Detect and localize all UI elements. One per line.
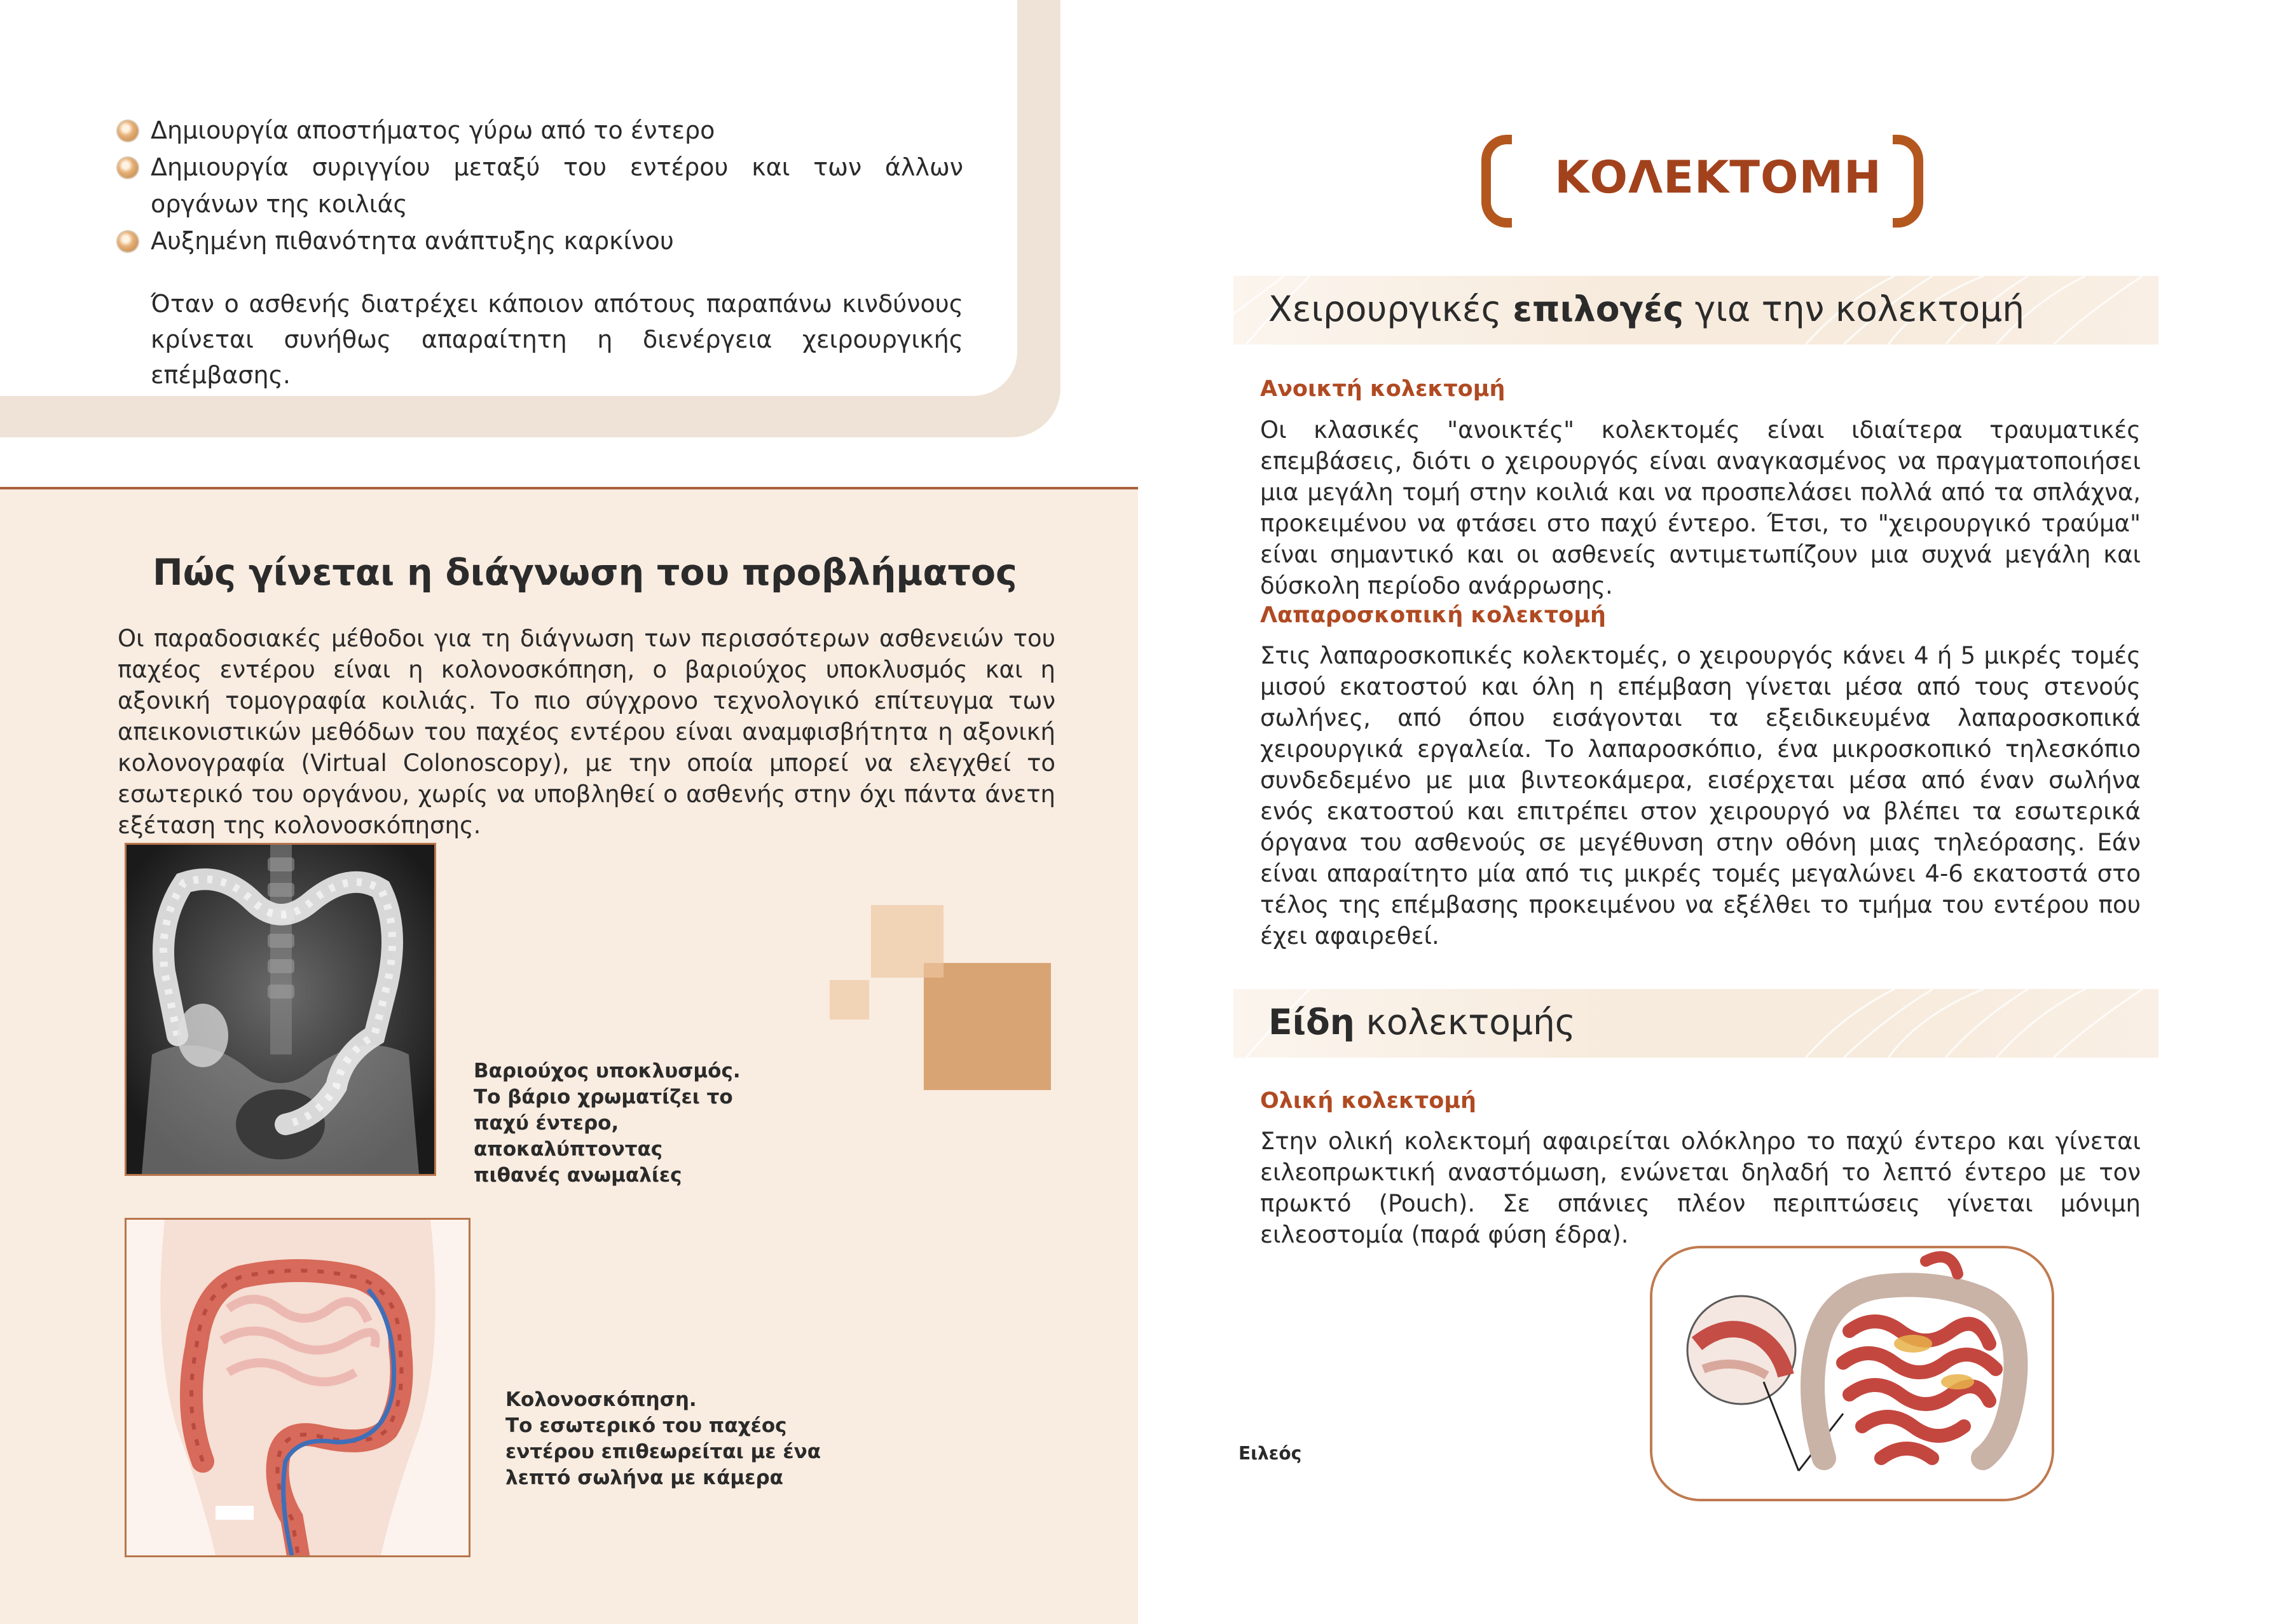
risk-note: Όταν ο ασθενής διατρέχει κάποιον απότους παραπάνω κινδύνους κρίνεται συνήθως απαραίτητη η διενέργεια χειρουργικής επέμβασης. bbox=[151, 290, 963, 389]
types-banner bbox=[1233, 989, 2158, 1058]
colonoscopy-image bbox=[125, 1218, 470, 1557]
colonoscopy-illustration bbox=[127, 1220, 469, 1555]
list-item-text: Αυξημένη πιθανότητα ανάπτυξης καρκίνου bbox=[151, 227, 674, 255]
heading-emphasis: επιλογές bbox=[1513, 289, 1684, 329]
list-item bbox=[118, 112, 963, 149]
top-card bbox=[0, 0, 1017, 396]
heading-part: για την κολεκτομή bbox=[1684, 289, 2025, 329]
intestine-drawing bbox=[1652, 1248, 2052, 1499]
caption-line: εντέρου επιθεωρείται με ένα bbox=[505, 1440, 821, 1463]
xray-caption bbox=[474, 1058, 804, 1189]
laparoscopic-colectomy-heading: Λαπαροσκοπική κολεκτομή bbox=[1260, 603, 1606, 628]
options-banner bbox=[1233, 276, 2158, 345]
caption-line: Το εσωτερικό του παχέος bbox=[505, 1414, 787, 1437]
decorative-square bbox=[924, 963, 943, 978]
caption-line: Κολονοσκόπηση. bbox=[505, 1388, 697, 1411]
risk-list bbox=[118, 112, 963, 259]
caption-line: Το βάριο χρωματίζει το bbox=[474, 1086, 733, 1109]
bullet-icon bbox=[118, 158, 138, 178]
colon-drawing bbox=[127, 1220, 469, 1555]
caption-line: παχύ έντερο, αποκαλύπτοντας bbox=[474, 1112, 663, 1161]
diagnosis-section bbox=[0, 489, 1138, 1624]
left-bracket-ornament bbox=[1481, 135, 1512, 228]
title-part: του προβλήματος bbox=[644, 552, 1017, 594]
list-item bbox=[118, 149, 963, 222]
caption-line: πιθανές ανωμαλίες bbox=[474, 1164, 682, 1187]
right-bracket-ornament bbox=[1893, 135, 1923, 228]
page-title: ΚΟΛΕΚΤΟΜΗ bbox=[1554, 151, 1882, 203]
list-item-text: Δημιουργία αποστήματος γύρω από το έντερο bbox=[151, 116, 715, 144]
title-part: Πώς γίνεται η bbox=[153, 552, 446, 594]
heading-emphasis: Είδη bbox=[1268, 1002, 1355, 1042]
caption-line: Βαριούχος υποκλυσμός. bbox=[474, 1060, 741, 1082]
heading-part: κολεκτομής bbox=[1354, 1002, 1576, 1042]
bullet-icon bbox=[118, 231, 138, 252]
types-heading bbox=[1268, 1002, 1575, 1042]
open-colectomy-text: Οι κλασικές "ανοικτές" κολεκτομές είναι ιδιαίτερα τραυματικές επεμβάσεις, διότι ο χειρουργός είναι αναγκασμένος να πραγματοποιήσει μια μεγάλη τομή στην κοιλιά και να προσπελάσει πολλά από τα σπλάχνα, προκειμένου να φτάσει στο παχύ έντερο. Έτσι, το "χειρουργικό τραύμα" είναι σημαντικό και οι ασθενείς αντιμετωπίζουν μια συχνά μεγάλη και δύσκολη περίοδο ανάρρωσης. bbox=[1260, 416, 2141, 599]
colonoscopy-caption bbox=[505, 1387, 836, 1491]
decorative-square bbox=[924, 963, 1051, 1090]
intestine-illustration bbox=[1650, 1246, 2054, 1501]
caption-line: λεπτό σωλήνα με κάμερα bbox=[505, 1466, 783, 1489]
ileus-label: Ειλεός bbox=[1238, 1443, 1302, 1464]
heading-part: Χειρουργικές bbox=[1268, 289, 1513, 329]
xray-picture bbox=[127, 845, 434, 1174]
open-colectomy-heading: Ανοικτή κολεκτομή bbox=[1260, 376, 1506, 402]
title-emphasis: διάγνωση bbox=[445, 552, 645, 594]
left-page bbox=[0, 0, 1138, 1624]
right-page bbox=[1138, 0, 2278, 1624]
options-heading bbox=[1268, 289, 2024, 329]
list-item-text: Δημιουργία συριγγίου μεταξύ του εντέρου και των άλλων οργάνων της κοιλιάς bbox=[151, 153, 963, 218]
laparoscopic-colectomy-text: Στις λαπαροσκοπικές κολεκτομές, ο χειρουργός κάνει 4 ή 5 μικρές τομές μισού εκατοστού και όλη η επέμβαση γίνεται μέσα από τους στενούς σωλήνες, από όπου εισάγονται τα εξειδικευμένα λαπαροσκοπικά χειρουργικά εργαλεία. Το λαπαροσκόπιο, ένα μικροσκοπικό τηλεσκόπιο συνδεδεμένο με μια βιντεοκάμερα, εισέρχεται μέσα από έναν σωλήνα ενός εκατοστού και επιτρέπει στον χειρουργό να βλέπει τα εσωτερικά όργανα του ασθενούς σε μεγέθυνση στην οθόνη μιας τηλεόρασης. Εάν είναι απαραίτητο μία από τις μικρές τομές μεγαλώνει 4-6 εκατοστά στο τέλος της επέμβασης προκειμένου να εξέλθει το τμήμα του εντέρου που έχει αφαιρεθεί. bbox=[1260, 642, 2141, 950]
diagnosis-body: Οι παραδοσιακές μέθοδοι για τη διάγνωση των περισσότερων ασθενειών του παχέος εντέρου είναι η κολονοσκόπηση, ο βαριούχος υποκλυσμός και η αξονική τομογραφία κοιλιάς. Το πιο σύγχρονο τεχνολογικό επίτευγμα των απεικονιστικών μεθόδων του παχέος εντέρου είναι αναμφισβήτητα η αξονική κολονογραφία (Virtual Colonoscopy), με την οποία μπορεί να ελεγχθεί το εσωτερικό του οργάνου, χωρίς να υποβληθεί ο ασθενής στην όχι πάντα άνετη εξέταση της κολονοσκόπησης. bbox=[118, 625, 1055, 839]
decorative-square bbox=[830, 980, 869, 1020]
xray-illustration bbox=[127, 845, 434, 1174]
diagnosis-title bbox=[153, 552, 1017, 594]
total-colectomy-heading: Ολική κολεκτομή bbox=[1260, 1088, 1476, 1114]
list-item bbox=[118, 222, 963, 259]
total-colectomy-text: Στην ολική κολεκτομή αφαιρείται ολόκληρο το παχύ έντερο και γίνεται ειλεοπρωκτική αναστόμωση, ενώνεται δηλαδή το λεπτό έντερο με τον πρωκτό (Pouch). Σε σπάνιες πλέον περιπτώσεις γίνεται μόνιμη ειλεοστομία (παρά φύση έδρα). bbox=[1260, 1128, 2141, 1248]
barium-xray-image bbox=[125, 843, 436, 1176]
bullet-icon bbox=[118, 121, 138, 141]
